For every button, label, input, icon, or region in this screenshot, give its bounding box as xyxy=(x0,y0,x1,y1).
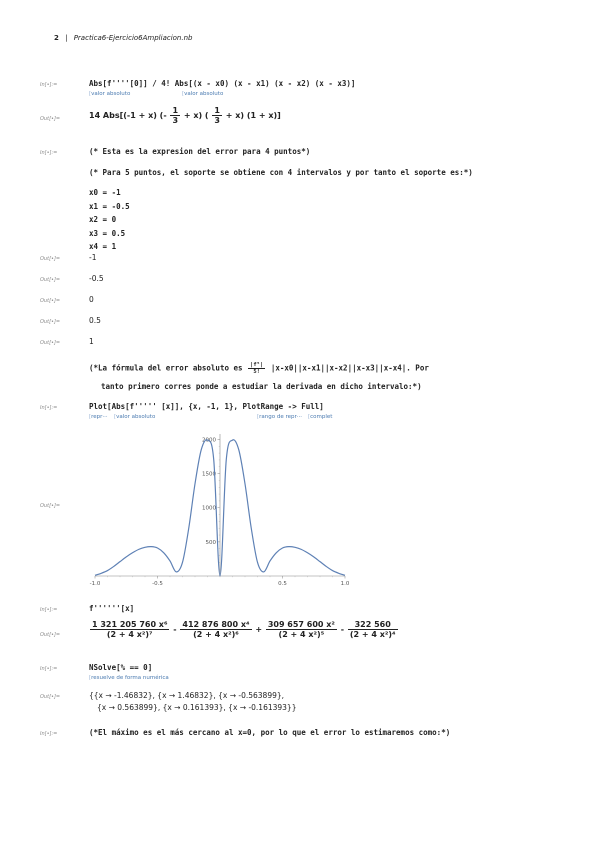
output-cell-error-poly[interactable] xyxy=(89,106,281,125)
comment-cell-formula[interactable] xyxy=(89,362,429,375)
roots-line: {{x → -1.46832}, {x → 1.46832}, {x → -0.563899}, xyxy=(89,691,285,700)
comment-text: |x-x0||x-x1||x-x2||x-x3||x-x4|. Por xyxy=(270,363,429,373)
in-label: In[•]:= xyxy=(40,666,58,672)
operator: + xyxy=(255,625,263,634)
fraction-term: $\frac{322 560}{\text{(2 + 4 x²)⁴}}$ xyxy=(349,620,396,639)
in-label: In[•]:= xyxy=(40,405,58,411)
in-label: In[•]:= xyxy=(40,607,58,613)
hint-rango[interactable]: [ rango de repr··· xyxy=(257,414,302,420)
x-tick-label: -1.0 xyxy=(89,581,101,587)
operator: - xyxy=(173,625,177,634)
y-tick-label: 500 xyxy=(205,539,216,546)
comment-text-line2: tanto primero corres ponde a estudiar la derivada en dicho intervalo:*) xyxy=(101,382,422,391)
comment-cell[interactable]: (* Esta es la expresion del error para 4 puntos*) xyxy=(89,147,311,156)
output-value[interactable]: 0.5 xyxy=(89,316,101,325)
out-label: Out[•]= xyxy=(40,319,61,325)
node-assignment: x4 = 1 xyxy=(89,242,117,251)
fraction: $\frac{1}{3}$ xyxy=(172,106,179,125)
in-label: In[•]:= xyxy=(40,82,58,88)
out-label: Out[•]= xyxy=(40,256,61,262)
notebook-filename: Practica6-Ejercicio6Ampliacion.nb xyxy=(73,34,193,42)
input-cell-nodes[interactable] xyxy=(89,186,130,254)
x-tick-label: 1.0 xyxy=(340,581,349,587)
node-assignment: x2 = 0 xyxy=(89,215,117,224)
output-value[interactable]: -1 xyxy=(89,253,97,262)
comment-text: (*La fórmula del error absoluto es xyxy=(89,363,243,373)
input-cell-plot[interactable]: Plot[Abs[f''''' [x]], {x, -1, 1}, PlotRange -> Full] xyxy=(89,402,324,411)
out-label: Out[•]= xyxy=(40,340,61,346)
node-assignment: x1 = -0.5 xyxy=(89,201,130,211)
page-header xyxy=(54,34,192,42)
out-label: Out[•]= xyxy=(40,632,61,638)
hint-valor-absoluto[interactable]: [ valor absoluto xyxy=(89,91,130,97)
fraction-term: $\frac{\text{1 321 205 760 x⁶}}{\text{(2 + 4 x²)⁷}}$ xyxy=(92,620,168,639)
input-cell-derivative[interactable]: f''''''[x] xyxy=(89,604,135,613)
out-label: Out[•]= xyxy=(40,694,61,700)
out-label: Out[•]= xyxy=(40,503,61,509)
hint-resuelve[interactable]: [ resuelve de forma numérica xyxy=(89,675,169,681)
plot-output[interactable] xyxy=(89,428,349,596)
x-tick-label: 0.5 xyxy=(278,581,287,587)
out-label: Out[•]= xyxy=(40,277,61,283)
out-label: Out[•]= xyxy=(40,298,61,304)
node-assignment: x3 = 0.5 xyxy=(89,228,126,238)
input-cell-nsolve[interactable]: NSolve[% == 0] xyxy=(89,663,153,672)
fraction: $\frac{1}{3}$ xyxy=(214,106,220,125)
operator: - xyxy=(340,625,345,634)
output-mid: + x) ( xyxy=(183,111,209,120)
y-tick-label: 1000 xyxy=(202,505,216,512)
in-label: In[•]:= xyxy=(40,731,58,737)
output-prefix: 14 Abs[(-1 + x) (- xyxy=(89,111,167,120)
y-tick-label: 1500 xyxy=(202,471,216,478)
hint-complet[interactable]: [ complet xyxy=(308,414,332,420)
output-suffix: + x) (1 + x)] xyxy=(225,111,281,120)
header-separator: | xyxy=(65,34,68,42)
fraction-term: $\frac{\text{309 657 600 x²}}{\text{(2 + 4 x²)⁵}}$ xyxy=(267,620,335,639)
hint-valor-absoluto[interactable]: [ valor absoluto xyxy=(182,91,223,97)
hint-repr[interactable]: [ repr··· xyxy=(89,414,108,420)
out-label: Out[•]= xyxy=(40,116,61,122)
y-tick-label: 2000 xyxy=(202,437,216,444)
output-cell-derivative[interactable] xyxy=(89,620,399,639)
output-value[interactable]: -0.5 xyxy=(89,274,104,283)
output-value[interactable]: 0 xyxy=(89,295,94,304)
output-value[interactable]: 1 xyxy=(89,337,94,346)
fraction: $\frac{\text{|f⁵|}}{5!}$ xyxy=(250,362,264,375)
in-label: In[•]:= xyxy=(40,150,58,156)
comment-cell-soporte[interactable]: (* Para 5 puntos, el soporte se obtiene con 4 intervalos y por tanto el soporte es:*) xyxy=(89,168,473,177)
output-cell-roots[interactable] xyxy=(89,691,296,712)
node-assignment: x0 = -1 xyxy=(89,188,121,197)
input-cell-error-formula[interactable]: Abs[f''''[0]] / 4! Abs[(x - x0) (x - x1) (x - x2) (x - x3)] xyxy=(89,79,356,88)
x-tick-label: -0.5 xyxy=(152,581,163,587)
page-number: 2 xyxy=(54,34,59,42)
hint-valor-absoluto[interactable]: [ valor absoluto xyxy=(114,414,155,420)
roots-line: {x → 0.563899}, {x → 0.161393}, {x → -0.161393}} xyxy=(97,703,297,712)
fraction-term: $\frac{\text{412 876 800 x⁴}}{\text{(2 + 4 x²)⁶}}$ xyxy=(182,620,250,639)
comment-cell-maximum[interactable]: (*El máximo es el más cercano al x=0, por lo que el error lo estimaremos como:*) xyxy=(89,728,451,737)
